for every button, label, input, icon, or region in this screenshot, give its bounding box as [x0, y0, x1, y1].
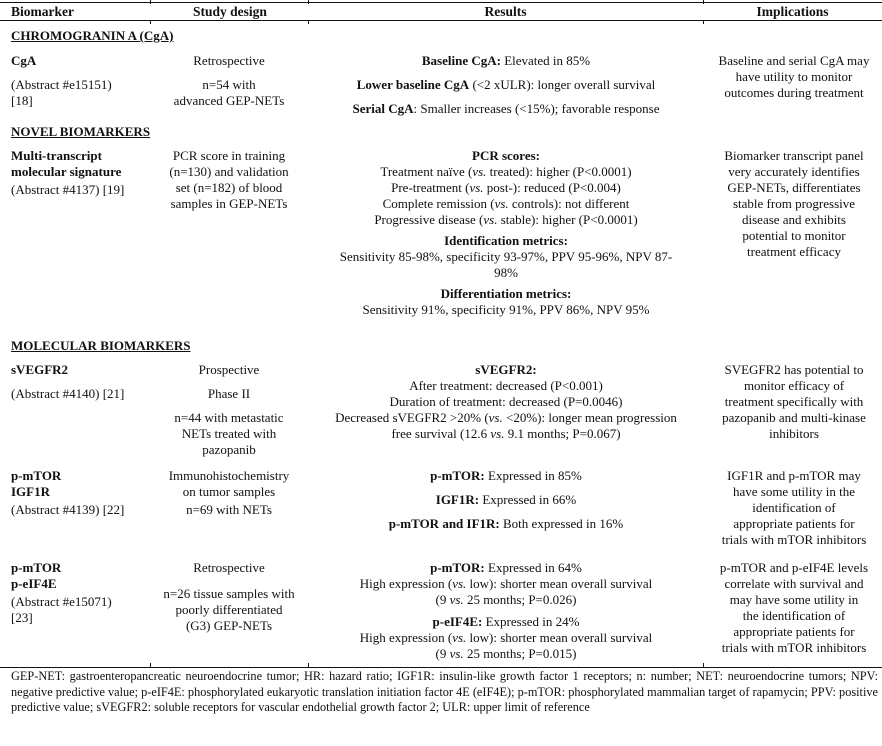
implication-line: Biomarker transcript panel	[724, 148, 864, 163]
result-heading: Differentiation metrics:	[440, 286, 572, 301]
design-line: poorly differentiated	[175, 602, 283, 617]
design-line: (n=130) and validation	[169, 164, 289, 179]
result-line: IGF1R: Expressed in 66%	[435, 492, 577, 507]
column-divider	[703, 20, 704, 24]
biomarker-name: p-mTOR	[11, 468, 62, 483]
design-line: Immunohistochemistry	[168, 468, 290, 483]
reference: (Abstract #e15071)	[11, 594, 112, 609]
column-divider	[150, 20, 151, 24]
implications-cell	[708, 560, 880, 656]
biomarker-cell	[11, 148, 147, 198]
implication-line: IGF1R and p-mTOR may	[727, 468, 861, 483]
result-line: After treatment: decreased (P<0.001)	[409, 378, 603, 393]
design-line: n=44 with metastatic	[174, 410, 284, 425]
reference: [23]	[11, 610, 33, 625]
reference: (Abstract #e15151)	[11, 77, 112, 92]
implication-line: inhibitors	[769, 426, 819, 441]
result-label: Lower baseline CgA	[356, 77, 470, 92]
header-implications: Implications	[756, 4, 829, 19]
study-design-cell	[152, 560, 306, 634]
reference: (Abstract #4137) [19]	[11, 182, 125, 197]
header-study-design: Study design	[193, 4, 267, 19]
result-line	[310, 53, 702, 69]
result-line	[310, 101, 702, 117]
biomarker-cell	[11, 362, 147, 402]
biomarker-name: IGF1R	[11, 484, 50, 499]
implication-line: have some utility in the	[732, 484, 856, 499]
study-design-cell	[152, 362, 306, 458]
implication-line: the identification of	[742, 608, 846, 623]
study-design-cell	[152, 468, 306, 518]
implications-cell	[708, 362, 880, 442]
table-bottom-rule	[0, 667, 882, 668]
reference: [18]	[11, 93, 33, 108]
design-line: n=26 tissue samples with	[163, 586, 295, 601]
header-results: Results	[484, 4, 527, 19]
result-line: Sensitivity 85-98%, specificity 93-97%, PPV 95-96%, NPV 87-	[339, 249, 673, 264]
implication-line: pazopanib and multi-kinase	[722, 410, 866, 425]
biomarker-name: Multi-transcript	[11, 148, 102, 163]
design-line: on tumor samples	[182, 484, 276, 499]
implication-line: monitor efficacy of	[743, 378, 845, 393]
implication-line: Baseline and serial CgA may	[718, 53, 870, 68]
result-line	[310, 77, 702, 93]
result-heading: Identification metrics:	[444, 233, 568, 248]
implication-line: correlate with survival and	[724, 576, 864, 591]
result-text: : Smaller increases (<15%); favorable response	[413, 101, 660, 116]
biomarker-name: CgA	[11, 53, 37, 68]
column-divider	[308, 20, 309, 24]
result-heading: sVEGFR2:	[475, 362, 537, 377]
result-heading: PCR scores:	[472, 148, 540, 163]
design-line: NETs treated with	[181, 426, 277, 441]
biomarker-name: p-mTOR	[11, 560, 62, 575]
design-line: n=54 with	[202, 77, 256, 92]
result-line: Sensitivity 91%, specificity 91%, PPV 86%, NPV 95%	[362, 302, 650, 317]
implication-line: SVEGFR2 has potential to	[724, 362, 864, 377]
result-line: Treatment naïve (vs. treated): higher (P<0.0001)	[380, 164, 632, 179]
biomarker-cell	[11, 468, 147, 518]
biomarker-cell	[11, 53, 147, 109]
results-cell	[310, 468, 702, 532]
implication-line: potential to monitor	[742, 228, 846, 243]
design-line: advanced GEP-NETs	[173, 93, 285, 108]
biomarker-cell	[11, 560, 147, 626]
implications-cell	[708, 148, 880, 260]
design-line: PCR score in training	[172, 148, 286, 163]
implication-line: treatment specifically with	[724, 394, 864, 409]
result-label: Baseline CgA:	[421, 53, 501, 68]
result-line: Decreased sVEGFR2 >20% (vs. <20%): longer mean progression	[335, 410, 677, 425]
design-line: pazopanib	[202, 442, 256, 457]
implication-line: disease and exhibits	[742, 212, 846, 227]
design-line: Retrospective	[193, 560, 265, 575]
design-line: n=69 with NETs	[186, 502, 272, 517]
results-cell	[310, 53, 702, 117]
implication-line: very accurately identifies	[728, 164, 860, 179]
implication-line: appropriate patients for	[733, 624, 855, 639]
biomarker-name: molecular signature	[11, 164, 122, 179]
result-line: High expression (vs. low): shorter mean overall survival	[359, 576, 653, 591]
implication-line: outcomes during treatment	[724, 85, 864, 100]
result-line: High expression (vs. low): shorter mean overall survival	[359, 630, 653, 645]
implication-line: trials with mTOR inhibitors	[721, 640, 867, 655]
design-line: samples in GEP-NETs	[170, 196, 288, 211]
result-line: p-eIF4E: Expressed in 24%	[432, 614, 580, 629]
result-line: p-mTOR: Expressed in 64%	[430, 560, 582, 575]
result-text: Elevated in 85%	[500, 53, 591, 68]
results-cell	[310, 560, 702, 662]
implication-line: may have some utility in	[729, 592, 859, 607]
result-line: (9 vs. 25 months; P=0.015)	[435, 646, 577, 661]
header-biomarker: Biomarker	[11, 4, 74, 19]
implications-cell	[708, 468, 880, 548]
implication-line: trials with mTOR inhibitors	[721, 532, 867, 547]
results-cell	[310, 148, 702, 318]
implication-line: identification of	[752, 500, 836, 515]
section-heading-cga: CHROMOGRANIN A (CgA)	[11, 28, 174, 43]
implication-line: GEP-NETs, differentiates	[727, 180, 861, 195]
result-line: (9 vs. 25 months; P=0.026)	[435, 592, 577, 607]
section-heading-novel: NOVEL BIOMARKERS	[11, 124, 151, 139]
result-line: p-mTOR and IF1R: Both expressed in 16%	[388, 516, 624, 531]
design-line: (G3) GEP-NETs	[185, 618, 273, 633]
implication-line: appropriate patients for	[733, 516, 855, 531]
result-line: p-mTOR: Expressed in 85%	[430, 468, 582, 483]
table-footnote: GEP-NET: gastroenteropancreatic neuroendocrine tumor; HR: hazard ratio; IGF1R: insulin-like growth factor 1 receptors; n: number; NET: neuroendocrine tumors; NPV: negative predictive value; p-eIF4E: phosphorylated eukaryotic translation initiation factor 4E (eIF4E); p-mTOR: phosphorylated mammalian target of rapamycin; PPV: positive predictive value; sVEGFR2: soluble receptors for vascular endothelial growth factor 2; ULR: upper limit of reference	[11, 669, 878, 714]
reference: (Abstract #4140) [21]	[11, 386, 125, 401]
design-line: Prospective	[198, 362, 260, 377]
design-line: Phase II	[207, 386, 251, 401]
results-cell	[310, 362, 702, 442]
result-text: (<2 xULR): longer overall survival	[469, 77, 656, 92]
implications-cell	[708, 53, 880, 101]
design-line: Retrospective	[193, 53, 265, 68]
section-heading-molecular: MOLECULAR BIOMARKERS	[11, 338, 191, 353]
implication-line: treatment efficacy	[747, 244, 841, 259]
biomarker-name: sVEGFR2	[11, 362, 69, 377]
table-header	[0, 3, 882, 21]
biomarker-name: p-eIF4E	[11, 576, 57, 591]
result-line: Complete remission (vs. controls): not different	[382, 196, 630, 211]
design-line: set (n=182) of blood	[175, 180, 283, 195]
result-label: Serial CgA	[352, 101, 414, 116]
implication-line: stable from progressive	[732, 196, 856, 211]
result-line: Pre-treatment (vs. post-): reduced (P<0.004)	[391, 180, 621, 195]
implication-line: p-mTOR and p-eIF4E levels	[719, 560, 869, 575]
result-line: Progressive disease (vs. stable): higher (P<0.0001)	[374, 212, 638, 227]
result-line: Duration of treatment: decreased (P=0.0046)	[389, 394, 623, 409]
study-design-cell	[152, 53, 306, 109]
result-line: free survival (12.6 vs. 9.1 months; P=0.067)	[391, 426, 621, 441]
reference: (Abstract #4139) [22]	[11, 502, 125, 517]
study-design-cell	[152, 148, 306, 212]
implication-line: have utility to monitor	[735, 69, 853, 84]
result-line: 98%	[494, 265, 518, 280]
